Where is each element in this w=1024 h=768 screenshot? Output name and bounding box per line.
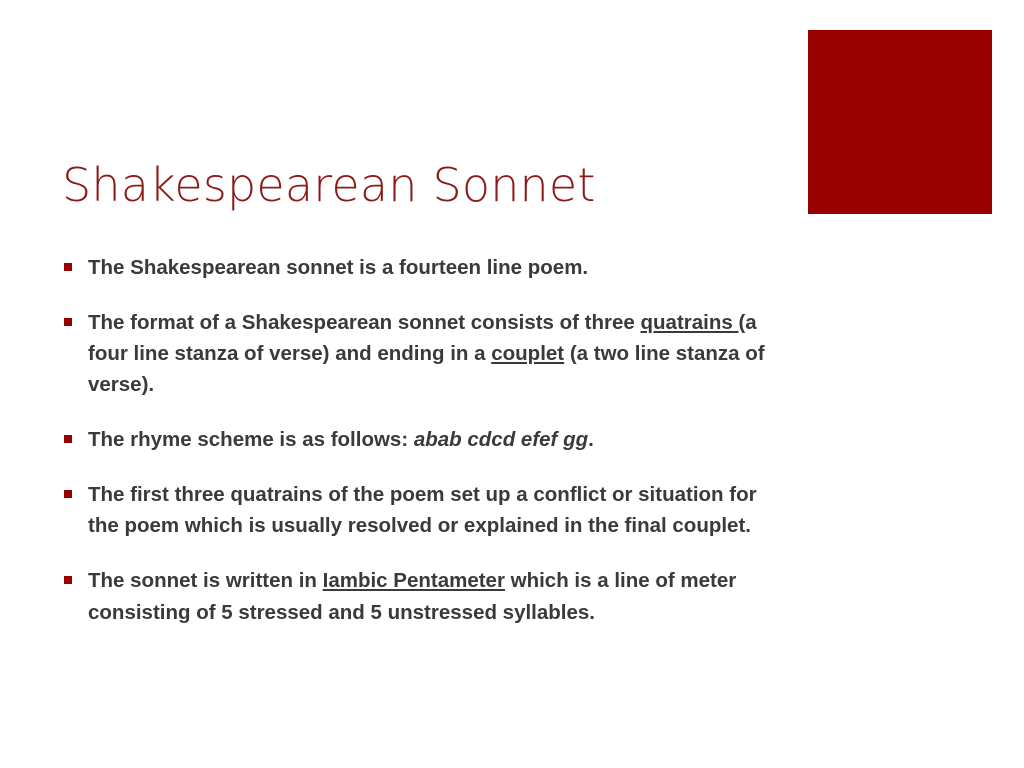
bullet-text: The rhyme scheme is as follows: (88, 428, 414, 451)
bullet-text: The format of a Shakespearean sonnet consists of three (88, 311, 641, 334)
bullet-text: . (588, 428, 594, 451)
accent-block (808, 30, 992, 214)
bullet-text: which is a line of meter consisting of 5 stressed and 5 unstressed syllables. (88, 569, 737, 624)
bullet-text: (a four line stanza of verse) and ending in a (88, 311, 757, 365)
term-couplet: couplet (491, 342, 565, 365)
bullet-item-iambic-pentameter (62, 565, 782, 629)
bullet-item-rhyme-scheme (62, 424, 782, 455)
term-iambic-pentameter: Iambic Pentameter (322, 569, 505, 592)
rhyme-scheme-pattern: abab cdcd efef gg (413, 428, 589, 451)
bullet-text: The first three quatrains of the poem set up a conflict or situation for the poem which is usually resolved or explained in the final couplet. (88, 483, 757, 537)
square-bullet-icon (64, 435, 72, 443)
bullet-list (62, 252, 782, 653)
bullet-item-quatrains-conflict (62, 479, 782, 541)
bullet-item-format (62, 307, 782, 400)
bullet-item-fourteen-lines (62, 252, 782, 283)
bullet-text: The Shakespearean sonnet is a fourteen line poem. (88, 256, 589, 279)
bullet-text: (a two line stanza of verse). (88, 342, 765, 396)
square-bullet-icon (64, 318, 72, 326)
slide-title: Shakespearean Sonnet (62, 158, 596, 212)
square-bullet-icon (64, 576, 72, 584)
square-bullet-icon (64, 263, 72, 271)
square-bullet-icon (64, 490, 72, 498)
term-quatrains: quatrains (640, 311, 739, 334)
bullet-text: The sonnet is written in (88, 569, 323, 592)
